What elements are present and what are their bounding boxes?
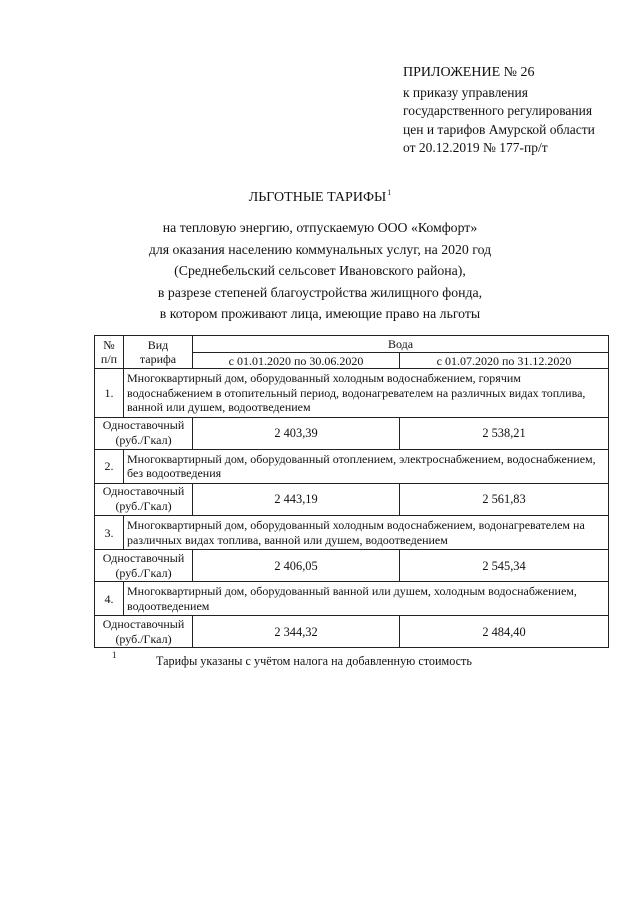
table-row <box>95 369 609 418</box>
tariff-type-line1: Одноставочный <box>102 616 185 631</box>
table-row <box>95 582 609 616</box>
row-description: Многоквартирный дом, оборудованный ванной или душем, холодным водоснабжением, водоотведением <box>124 582 609 616</box>
tariff-type-line1: Одноставочный <box>102 418 185 433</box>
tariff-type-line1: Одноставочный <box>102 550 185 565</box>
appendix-line: от 20.12.2019 № 177-пр/т <box>403 140 548 156</box>
tariff-type-label <box>95 616 193 648</box>
tariff-type-label <box>95 417 193 449</box>
header-type <box>124 336 193 369</box>
document-title-text: ЛЬГОТНЫЕ ТАРИФЫ <box>248 190 387 205</box>
tariff-value-period-1: 2 344,32 <box>193 616 400 648</box>
header-num-line1: № <box>103 338 115 352</box>
tariff-type-line2: (руб./Гкал) <box>115 631 172 646</box>
tariff-value-period-2: 2 561,83 <box>400 483 609 515</box>
subtitle-line: на тепловую энергию, отпускаемую ООО «Комфорт» <box>162 220 478 235</box>
tariff-type-line2: (руб./Гкал) <box>115 433 172 448</box>
header-type-line2: тарифа <box>139 352 177 366</box>
row-description: Многоквартирный дом, оборудованный холодным водоснабжением, водонагревателем на различных видах топлива, ванной или душем, водоотведением <box>124 515 609 549</box>
header-num-line2: п/п <box>100 352 118 366</box>
tariff-type-line2: (руб./Гкал) <box>115 499 172 514</box>
table-row <box>95 417 609 449</box>
subtitle-line: в котором проживают лица, имеющие право на льготы <box>159 306 481 322</box>
header-type-line1: Вид <box>147 338 169 352</box>
row-number: 1. <box>95 369 124 418</box>
subtitle-line: (Среднебельский сельсовет Ивановского района), <box>174 263 466 279</box>
appendix-line: цен и тарифов Амурской области <box>403 121 595 137</box>
tariff-type-line2: (руб./Гкал) <box>115 565 172 580</box>
footnote-text: Тарифы указаны с учётом налога на добавленную стоимость <box>156 654 472 668</box>
tariff-value-period-2: 2 538,21 <box>400 417 609 449</box>
header-period-1: с 01.01.2020 по 30.06.2020 <box>193 353 400 369</box>
tariff-type-label <box>95 483 193 515</box>
tariff-value-period-2: 2 484,40 <box>400 616 609 648</box>
subtitle-line: в разрезе степеней благоустройства жилищного фонда, <box>157 284 483 300</box>
document-subtitle <box>0 217 640 325</box>
appendix-line: к приказу управления <box>403 84 528 100</box>
header-num <box>95 336 124 369</box>
subtitle-line: для оказания населению коммунальных услуг, на 2020 год <box>148 241 492 257</box>
tariff-value-period-1: 2 443,19 <box>193 483 400 515</box>
table-row <box>95 483 609 515</box>
table-row <box>95 449 609 483</box>
tariff-table <box>94 335 609 648</box>
footnote-mark: 1 <box>112 650 117 660</box>
table-header-row <box>95 336 609 353</box>
row-number: 4. <box>95 582 124 616</box>
row-description: Многоквартирный дом, оборудованный отоплением, электроснабжением, водоснабжением, без водоотведения <box>124 449 609 483</box>
tariff-value-period-1: 2 403,39 <box>193 417 400 449</box>
table-row <box>95 550 609 582</box>
row-description: Многоквартирный дом, оборудованный холодным водоснабжением, горячим водоснабжением в отопительный период, водонагревателем на различных видах топлива, ванной или душем, водоотведением <box>124 369 609 418</box>
footnote-ref: 1 <box>387 188 392 197</box>
appendix-header <box>403 64 635 158</box>
tariff-type-line1: Одноставочный <box>102 484 185 499</box>
document-title <box>0 188 640 206</box>
header-group: Вода <box>193 336 609 353</box>
tariff-type-label <box>95 550 193 582</box>
table-row <box>95 616 609 648</box>
appendix-line: государственного регулирования <box>403 103 593 119</box>
row-number: 3. <box>95 515 124 549</box>
row-number: 2. <box>95 449 124 483</box>
tariff-value-period-2: 2 545,34 <box>400 550 609 582</box>
appendix-title: ПРИЛОЖЕНИЕ № 26 <box>403 65 535 80</box>
table-row <box>95 515 609 549</box>
header-period-2: с 01.07.2020 по 31.12.2020 <box>400 353 609 369</box>
tariff-value-period-1: 2 406,05 <box>193 550 400 582</box>
